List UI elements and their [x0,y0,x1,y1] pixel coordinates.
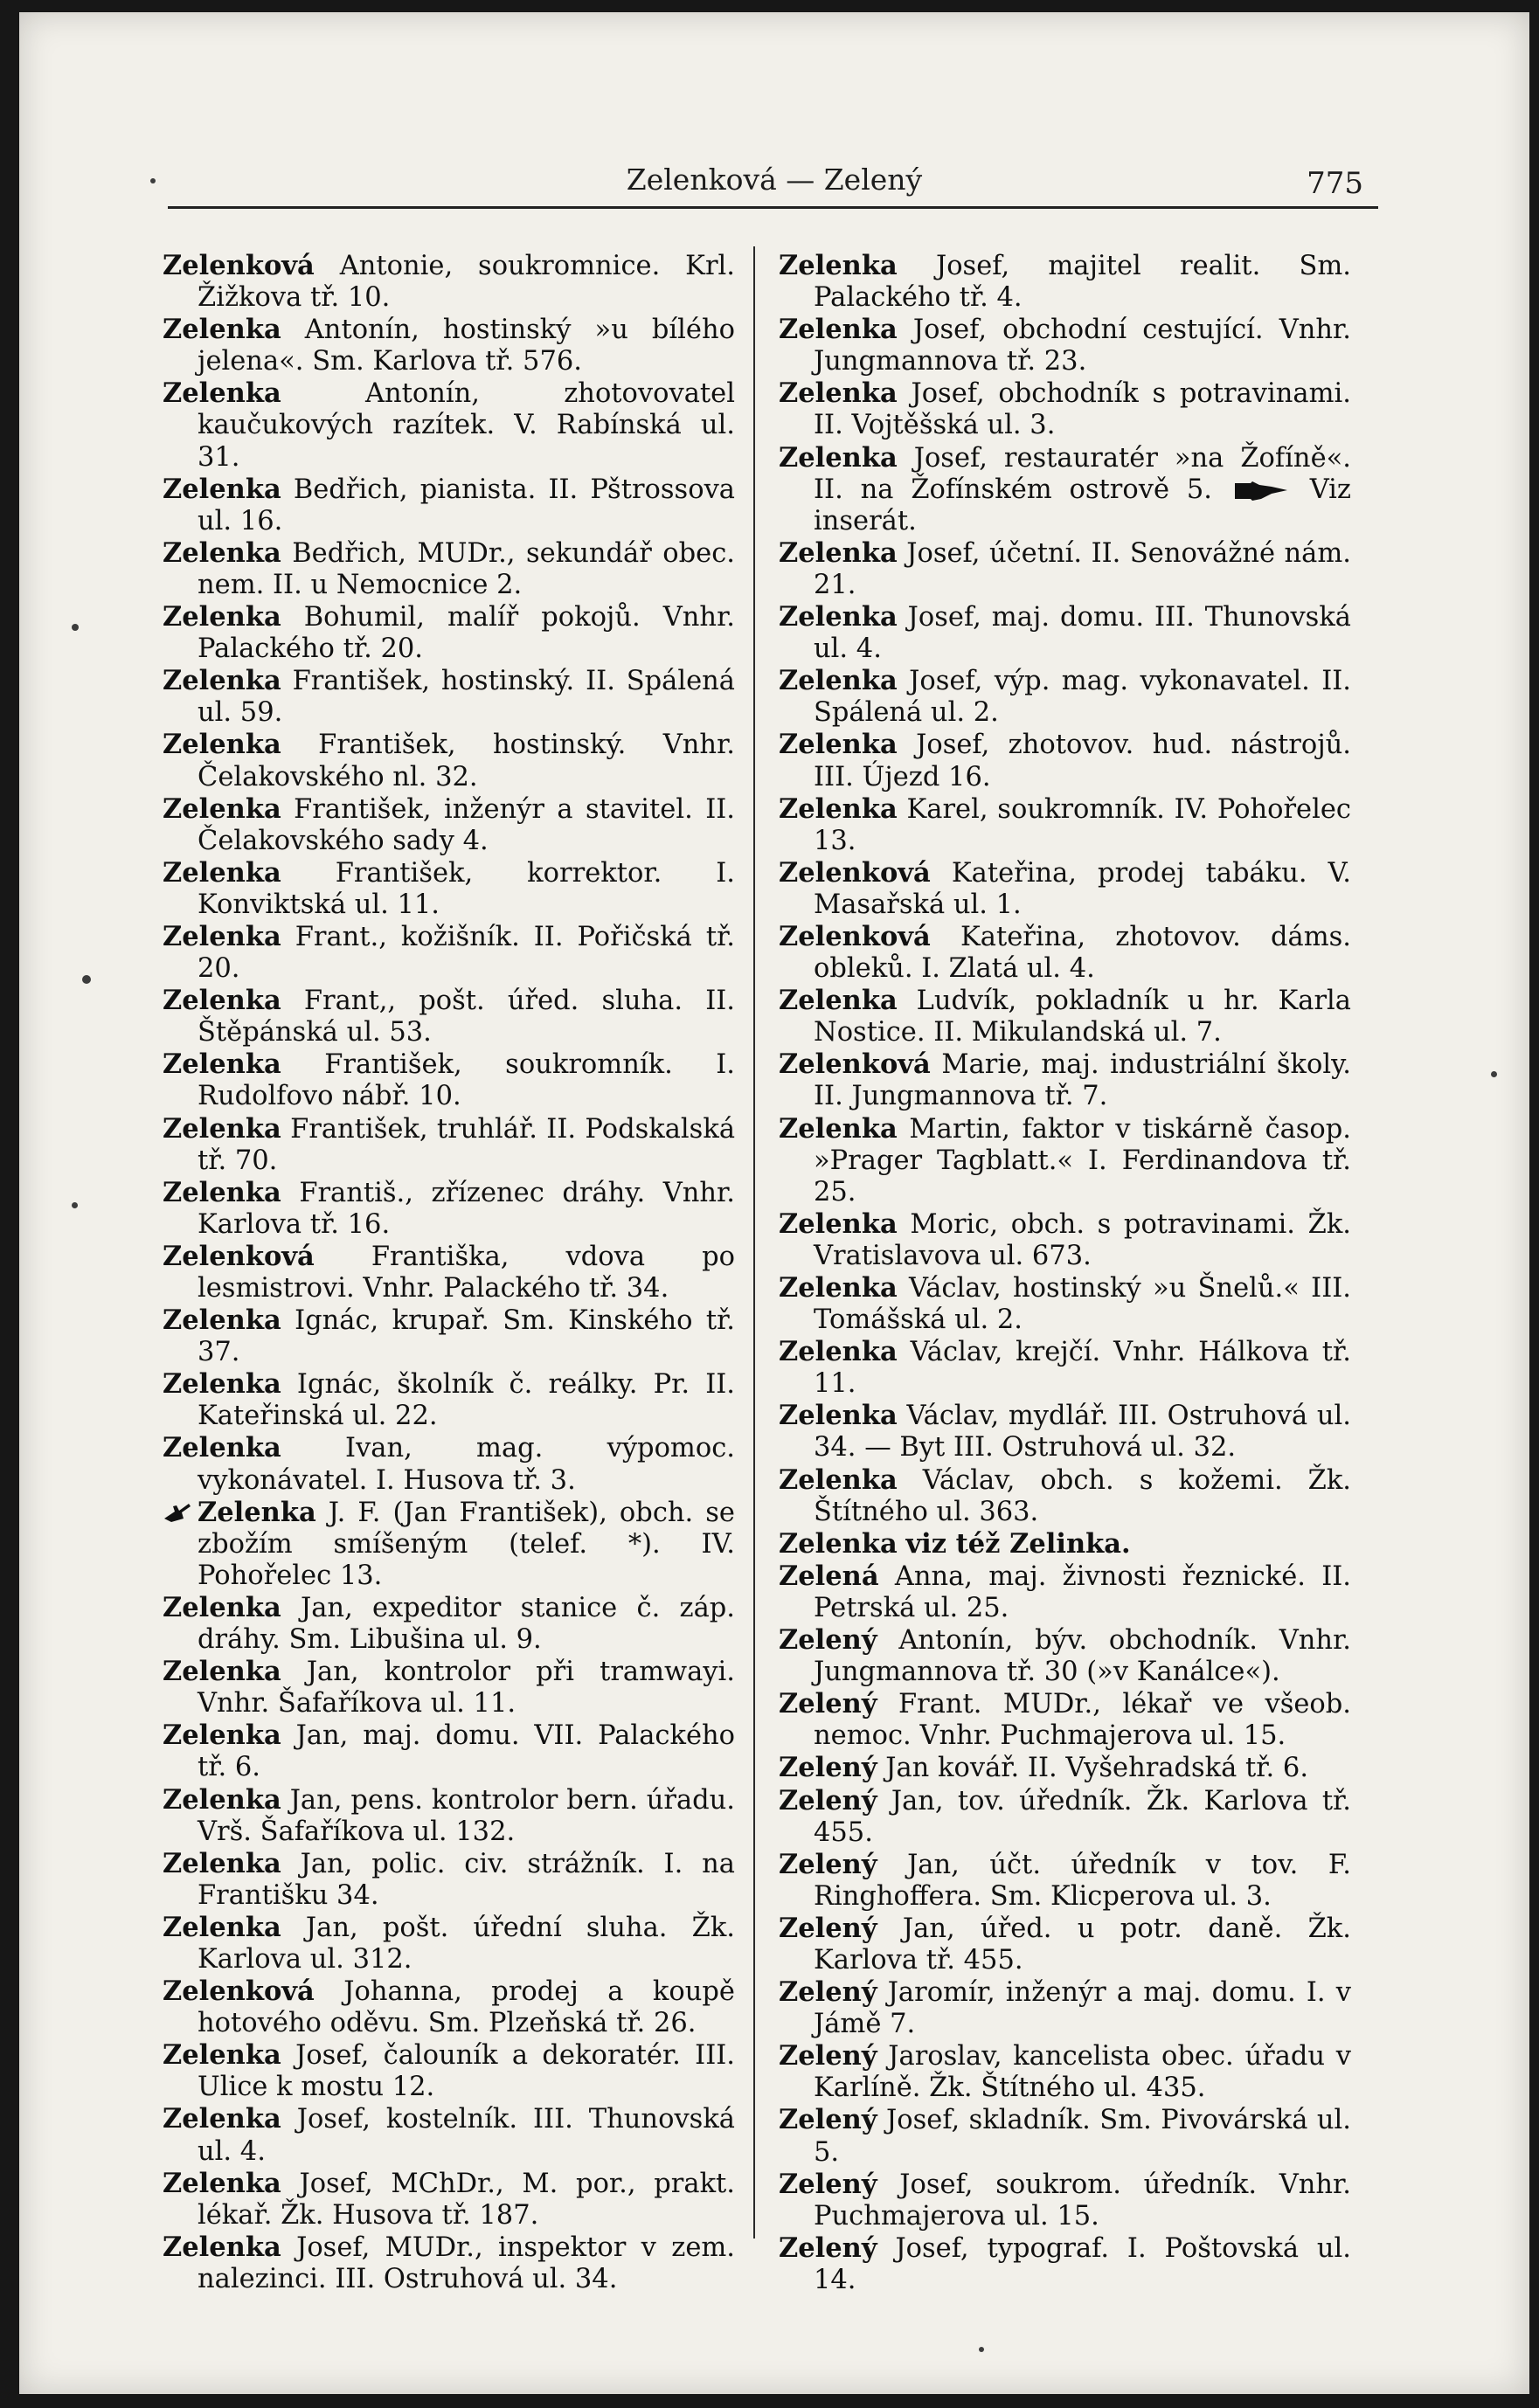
entry-details: Jan, polic. civ. strážník. I. na Františku 34. [198,1848,735,1911]
entry-surname: Zelenka [163,1432,281,1464]
entry-surname: Zelenka [163,2167,281,2199]
entry-surname: Zelenka [163,1847,281,1879]
entry-surname: Zelenková [163,250,315,281]
directory-entry [779,2169,1351,2232]
directory-entry [163,2039,735,2103]
entry-surname: Zelenka [163,1368,281,1401]
entry-details: Josef, účetní. II. Senovážné nám. 21. [814,537,1351,600]
entry-details: Jan, kontrolor při tramwayi. Vnhr. Šafaříkova ul. 11. [198,1657,735,1720]
directory-entry [779,1913,1351,1976]
directory-entry [163,1177,735,1241]
directory-entry [779,1752,1351,1784]
entry-surname: Zelenka [163,1911,281,1943]
entry-surname: Zelenka [163,985,281,1017]
directory-entry [779,1849,1351,1913]
directory-entry [163,250,735,314]
entry-details: Josef, restauratér »na Žofíně«. II. na Žofínském ostrově 5. [814,442,1351,505]
entry-surname: Zelený [779,1752,877,1784]
print-speck [1491,1071,1497,1077]
entry-details: Bedřich, pianista. II. Pštrossova ul. 16. [198,474,735,536]
entry-details: Jan, tov. úředník. Žk. Karlova tř. 455. [814,1785,1351,1848]
running-head [19,163,1529,201]
entry-details: Josef, zhotovov. hud. nástrojů. III. Újezd 16. [814,730,1351,792]
entry-details: Josef, čalouník a dekoratér. III. Ulice k mostu 12. [198,2040,736,2103]
entry-details: Ignác, krupař. Sm. Kinského tř. 37. [198,1305,735,1368]
entry-surname: Zelenka [779,377,898,410]
entry-surname: Zelenka [779,601,898,633]
entry-details: Václav, hostinský »u Šnelů.« III. Tomášská ul. 2. [814,1273,1351,1336]
directory-entry [779,601,1351,665]
directory-entry [779,2232,1351,2296]
entry-surname: Zelenka [779,1527,898,1560]
directory-entry [779,1113,1351,1208]
entry-surname: Zelenka [163,1656,281,1688]
entry-surname: Zelenka [163,314,281,346]
directory-entry [779,2104,1351,2168]
directory-page [19,12,1529,2394]
entry-details: Josef, obchodník s potravinami. II. Vojtěšská ul. 3. [814,378,1351,441]
directory-entry [779,1976,1351,2040]
entry-details: Františka, vdova po lesmistrovi. Vnhr. Palackého tř. 34. [198,1241,735,1304]
entry-surname: Zelenka [163,1112,281,1145]
entry-surname: Zelenka [779,1336,898,1368]
entry-surname: Zelený [779,1848,877,1880]
directory-entry [163,1848,735,1912]
entry-details: Jaromír, inženýr a maj. domu. I. v Jámě 7. [814,1977,1351,2040]
left-column [163,250,735,2295]
entry-details: Josef, kostelník. III. Thunovská ul. 4. [198,2104,735,2167]
directory-entry [163,1048,735,1112]
print-speck [150,178,156,183]
directory-entry [163,857,735,921]
entry-surname: Zelenková [163,1976,315,2008]
column-divider [753,246,755,2238]
entry-details: Václav, obch. s kožemi. Žk. Štítného ul. 363. [814,1464,1351,1527]
entry-surname: Zelený [779,1976,877,2009]
see-advert-note: Viz inserát. [814,474,1352,536]
entry-details: Kateřina, zhotovov. dáms. obleků. I. Zlatá ul. 4. [814,921,1351,985]
entry-surname: Zelenka [163,1048,281,1081]
directory-entry [779,857,1351,921]
print-speck [72,624,79,631]
entry-surname: Zelený [779,1912,877,1944]
entry-surname: Zelený [779,1784,877,1816]
directory-entry [163,377,735,473]
entry-details: Josef, MUDr., inspektor v zem. nalezinci. III. Ostruhová ul. 34. [198,2232,735,2294]
entry-surname: Zelenka [163,1720,281,1752]
entry-details: Josef, maj. domu. III. Thunovská ul. 4. [814,602,1351,665]
directory-entry [779,377,1351,441]
directory-entry [779,793,1351,857]
directory-entry [163,2168,735,2232]
right-column [779,250,1351,2296]
directory-entry [163,1368,735,1432]
page-number: 775 [1307,166,1363,201]
print-speck [72,1202,78,1208]
entry-surname: Zelenka [198,1496,316,1528]
directory-entry [163,921,735,985]
entry-details: Antonie, soukromnice. Krl. Žižkova tř. 10. [198,251,735,314]
entry-details: Frant,, pošt. úřed. sluha. II. Štěpánská ul. 53. [198,986,735,1048]
directory-entry [779,250,1351,314]
entry-surname: Zelenka [163,601,281,633]
entry-details: Jan, pens. kontrolor bern. úřadu. Vrš. Šafaříkova ul. 132. [198,1784,735,1847]
entry-details: Jan, účt. úředník v tov. F. Ringhoffera. Sm. Klicperova ul. 3. [814,1849,1351,1912]
entry-surname: Zelenková [779,1048,931,1081]
directory-entry [779,1688,1351,1752]
entry-details: Václav, mydlář. III. Ostruhová ul. 34. — Byt III. Ostruhová ul. 32. [814,1401,1351,1463]
entry-details: František, inženýr a stavitel. II. Čelakovského sady 4. [198,793,735,856]
page-title: Zelenková — Zelený [626,163,923,197]
entry-details: Václav, krejčí. Vnhr. Hálkova tř. 11. [814,1337,1351,1400]
entry-surname: Zelenková [779,920,931,952]
entry-surname: Zelenka [779,536,898,569]
directory-entry [779,1272,1351,1336]
entry-details: Jan, pošt. úřední sluha. Žk. Karlova ul. 312. [198,1912,736,1975]
entry-details: Jan, maj. domu. VII. Palackého tř. 6. [198,1720,735,1783]
directory-entry [163,1432,735,1496]
entry-details: viz též Zelinka. [905,1527,1131,1560]
entry-surname: Zelený [779,1688,877,1720]
directory-entry [163,2232,735,2295]
directory-entry [163,1497,735,1592]
entry-surname: Zelenka [163,792,281,825]
entry-surname: Zelený [779,1624,877,1657]
entry-details: Josef, soukrom. úředník. Vnhr. Puchmajerova ul. 15. [814,2169,1351,2232]
reference-hand-icon [1233,480,1289,502]
entry-details: Josef, obchodní cestující. Vnhr. Jungmannova tř. 23. [814,315,1351,377]
entry-details: Frant., kožišník. II. Pořičská tř. 20. [198,921,735,985]
entry-surname: Zelenka [163,1304,281,1337]
entry-details: Josef, typograf. I. Poštovská ul. 14. [814,2232,1351,2295]
directory-entry [163,474,735,537]
entry-surname: Zelený [779,2168,877,2200]
entry-surname: Zelenka [779,1207,898,1240]
entry-details: František, hostinský. Vnhr. Čelakovského nl. 32. [198,730,735,792]
directory-entry [779,2040,1351,2104]
header-rule [168,206,1378,209]
directory-entry [163,1656,735,1720]
directory-entry [163,1912,735,1976]
entry-details: Josef, majitel realit. Sm. Palackého tř. 4. [814,251,1351,314]
directory-entry [163,985,735,1048]
entry-details: František, soukromník. I. Rudolfovo nábř. 10. [198,1049,735,1112]
directory-entry [779,665,1351,729]
entry-details: Antonín, býv. obchodník. Vnhr. Jungmannova tř. 30 (»v Kanálce«). [814,1625,1351,1688]
directory-entry [163,601,735,665]
entry-surname: Zelenka [163,536,281,569]
entry-details: Marie, maj. industriální školy. II. Jungmannova tř. 7. [814,1049,1351,1112]
directory-entry [779,985,1351,1048]
entry-surname: Zelenka [779,1463,898,1496]
entry-surname: Zelený [779,2104,877,2136]
entry-surname: Zelenková [779,856,931,889]
entry-details: Jaroslav, kancelista obec. úřadu v Karlíně. Žk. Štítného ul. 435. [814,2041,1352,2104]
entry-details: Moric, obch. s potravinami. Žk. Vratislavova ul. 673. [814,1208,1352,1271]
entry-surname: Zelený [779,2040,877,2072]
directory-entry [163,1304,735,1368]
entry-details: Josef, výp. mag. vykonavatel. II. Spálená ul. 2. [814,666,1351,729]
entry-surname: Zelená [779,1560,879,1592]
directory-entry [779,1560,1351,1624]
entry-surname: Zelenka [163,1176,281,1208]
print-speck [979,2347,984,2352]
entry-surname: Zelenka [163,920,281,952]
entry-details: Anna, maj. živnosti řeznické. II. Petrská ul. 25. [814,1560,1351,1623]
entry-surname: Zelenka [163,665,281,697]
directory-entry [163,1976,735,2039]
entry-details: Kateřina, prodej tabáku. V. Masařská ul. 1. [814,857,1351,920]
entry-surname: Zelenka [163,377,281,410]
entry-surname: Zelenka [779,729,898,761]
entry-surname: Zelenka [163,856,281,889]
directory-entry [779,1048,1351,1112]
directory-entry [163,665,735,729]
directory-entry [779,1785,1351,1849]
entry-details: Jan, úřed. u potr. daně. Žk. Karlova tř. 455. [814,1913,1351,1976]
entry-details: Josef, skladník. Sm. Pivovárská ul. 5. [814,2105,1351,2168]
entry-details: Jan kovář. II. Vyšehradská tř. 6. [885,1753,1309,1784]
entry-surname: Zelenka [779,665,898,697]
entry-details: Karel, soukromník. IV. Pohořelec 13. [814,793,1351,856]
directory-entry [163,1784,735,1848]
entry-surname: Zelenka [779,314,898,346]
entry-surname: Zelenková [163,1240,315,1272]
entry-details: Johanna, prodej a koupě hotového oděvu. Sm. Plzeňská tř. 26. [198,1976,735,2039]
directory-entry [163,1113,735,1177]
directory-entry [779,921,1351,985]
entry-surname: Zelenka [779,792,898,825]
directory-entry [163,1720,735,1783]
entry-details: Josef, MChDr., M. por., prakt. lékař. Žk. Husova tř. 187. [198,2168,735,2231]
entry-details: J. F. (Jan František), obch. se zbožím smíšeným (telef. *). IV. Pohořelec 13. [198,1497,735,1591]
entry-surname: Zelenka [779,1400,898,1432]
directory-entry [163,729,735,792]
entry-details: Františ., zřízenec dráhy. Vnhr. Karlova tř. 16. [198,1177,735,1240]
entry-surname: Zelenka [779,1272,898,1304]
entry-details: František, hostinský. II. Spálená ul. 59. [198,666,735,729]
directory-entry [779,729,1351,792]
entry-details: Bohumil, malíř pokojů. Vnhr. Palackého tř. 20. [198,602,735,665]
directory-entry [779,537,1351,601]
directory-entry [779,1464,1351,1528]
entry-surname: Zelenka [163,1591,281,1623]
entry-surname: Zelenka [779,441,898,474]
entry-details: Antonín, hostinský »u bílého jelena«. Sm. Karlova tř. 576. [198,315,735,377]
directory-entry [779,314,1351,377]
entry-surname: Zelenka [163,473,281,505]
entry-surname: Zelenka [779,1112,898,1145]
entry-surname: Zelenka [163,1783,281,1816]
print-speck [82,975,91,984]
entry-details: Bedřich, MUDr., sekundář obec. nem. II. u Nemocnice 2. [198,537,735,600]
entry-surname: Zelený [779,2232,877,2264]
directory-entry [779,1624,1351,1688]
entry-details: Ignác, školník č. reálky. Pr. II. Kateřinská ul. 22. [198,1369,735,1432]
directory-entry [163,537,735,601]
directory-entry [163,2103,735,2167]
entry-surname: Zelenka [779,985,898,1017]
entry-surname: Zelenka [163,2231,281,2263]
entry-surname: Zelenka [779,250,898,281]
entry-details: Martin, faktor v tiskárně časop. »Prager Tagblatt.« I. Ferdinandova tř. 25. [814,1113,1351,1207]
entry-details: Ivan, mag. výpomoc. vykonávatel. I. Husova tř. 3. [198,1433,735,1496]
entry-surname: Zelenka [163,2103,281,2135]
entry-surname: Zelenka [163,729,281,761]
directory-entry [163,314,735,377]
directory-entry [779,1400,1351,1463]
directory-entry [779,442,1351,537]
entry-details: Jan, expeditor stanice č. záp. dráhy. Sm. Libušina ul. 9. [198,1592,736,1656]
entry-details: Antonín, zhotovovatel kaučukových razítek. V. Rabínská ul. 31. [198,378,735,473]
directory-entry [163,1592,735,1656]
entry-surname: Zelenka [163,2039,281,2072]
directory-entry [163,793,735,857]
directory-entry [163,1241,735,1304]
directory-entry [779,1336,1351,1400]
directory-entry [779,1528,1351,1560]
entry-details: Frant. MUDr., lékař ve všeob. nemoc. Vnhr. Puchmajerova ul. 15. [814,1689,1351,1752]
entry-details: František, korrektor. I. Konviktská ul. 11. [198,857,735,920]
entry-details: František, truhlář. II. Podskalská tř. 70. [198,1113,735,1176]
directory-entry [779,1208,1351,1272]
entry-details: Ludvík, pokladník u hr. Karla Nostice. II. Mikulandská ul. 7. [814,986,1351,1048]
pointing-hand-icon [163,1501,192,1524]
